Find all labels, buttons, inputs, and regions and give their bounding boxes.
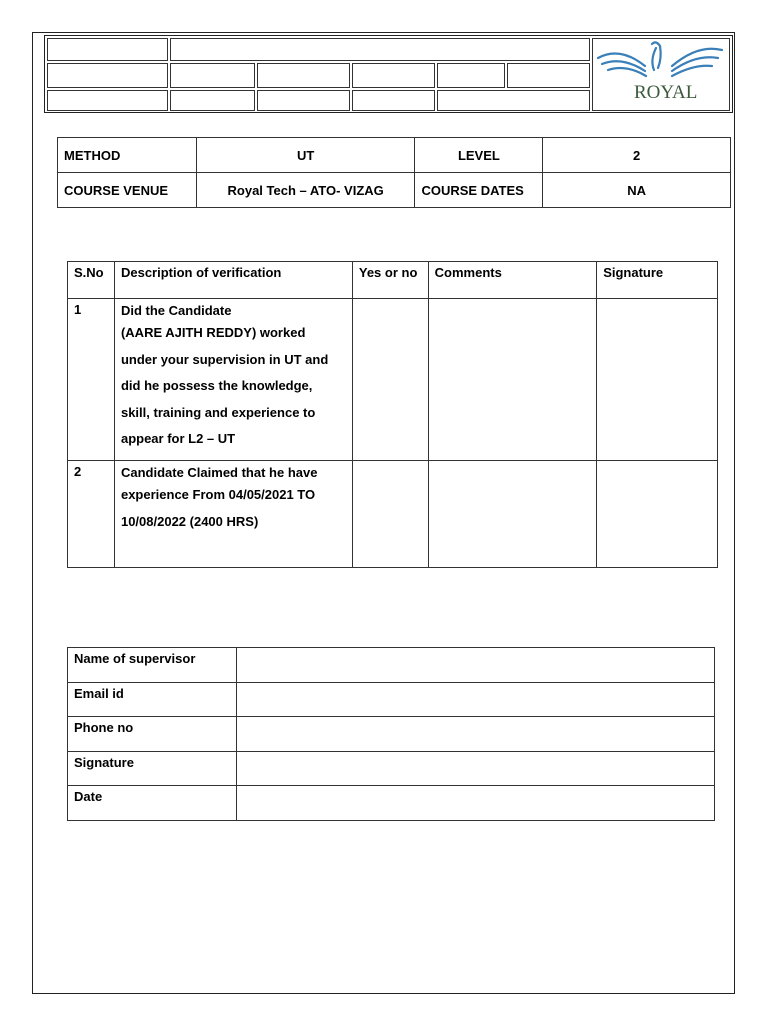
column-header: Yes or no [352,262,428,299]
level-value: 2 [543,138,731,173]
method-value: UT [196,138,415,173]
table-row [68,786,715,821]
header-cell [437,90,590,111]
field-label: Name of supervisor [68,648,237,683]
column-header: S.No [68,262,115,299]
header-cell [257,63,350,88]
table-row [68,299,718,461]
column-header: Signature [597,262,718,299]
signature-cell[interactable] [597,299,718,461]
column-header: Description of verification [114,262,352,299]
header-cell [257,90,350,111]
table-row [68,717,715,752]
eagle-icon [590,36,730,110]
header-cell [47,63,168,88]
header-cell [170,63,255,88]
date-field[interactable] [236,786,714,821]
dates-label: COURSE DATES [415,173,543,208]
email-field[interactable] [236,682,714,717]
yes-no-cell[interactable] [352,461,428,568]
description-line: did he possess the knowledge, [120,378,313,393]
description-line: Candidate Claimed that he have [120,465,318,480]
verification-description [114,299,352,461]
supervisor-name-field[interactable] [236,648,714,683]
verification-description [114,461,352,568]
description-line: under your supervision in UT and [120,351,329,367]
phone-field[interactable] [236,717,714,752]
header-cell [507,63,590,88]
header-cell [352,63,435,88]
field-label: Date [68,786,237,821]
level-label: LEVEL [415,138,543,173]
course-info-table [57,137,731,208]
column-header: Comments [428,262,597,299]
royal-logo [590,36,730,110]
venue-label: COURSE VENUE [58,173,197,208]
description-line: 10/08/2022 (2400 HRS) [120,513,259,529]
yes-no-cell[interactable] [352,299,428,461]
field-label: Signature [68,751,237,786]
method-label: METHOD [58,138,197,173]
header-cell [352,90,435,111]
header-cell [437,63,505,88]
supervisor-table [67,647,715,821]
row-number: 2 [68,461,115,568]
table-row [68,648,715,683]
description-line: appear for L2 – UT [120,431,236,446]
field-label: Phone no [68,717,237,752]
signature-field[interactable] [236,751,714,786]
description-line: experience From 04/05/2021 TO [120,487,316,502]
description-line: skill, training and experience to [120,404,316,420]
header-cell [47,90,168,111]
venue-value: Royal Tech – ATO- VIZAG [196,173,415,208]
table-row [68,751,715,786]
header-cell [47,38,168,61]
comments-cell[interactable] [428,299,597,461]
verification-table [67,261,718,568]
field-label: Email id [68,682,237,717]
table-row [68,682,715,717]
header-cell [170,90,255,111]
table-row [68,461,718,568]
comments-cell[interactable] [428,461,597,568]
header-cell [170,38,590,61]
logo-text: ROYAL [634,82,698,103]
description-line: Did the Candidate [120,303,232,318]
row-number: 1 [68,299,115,461]
signature-cell[interactable] [597,461,718,568]
dates-value: NA [543,173,731,208]
description-line: (AARE AJITH REDDY) worked [120,325,306,340]
